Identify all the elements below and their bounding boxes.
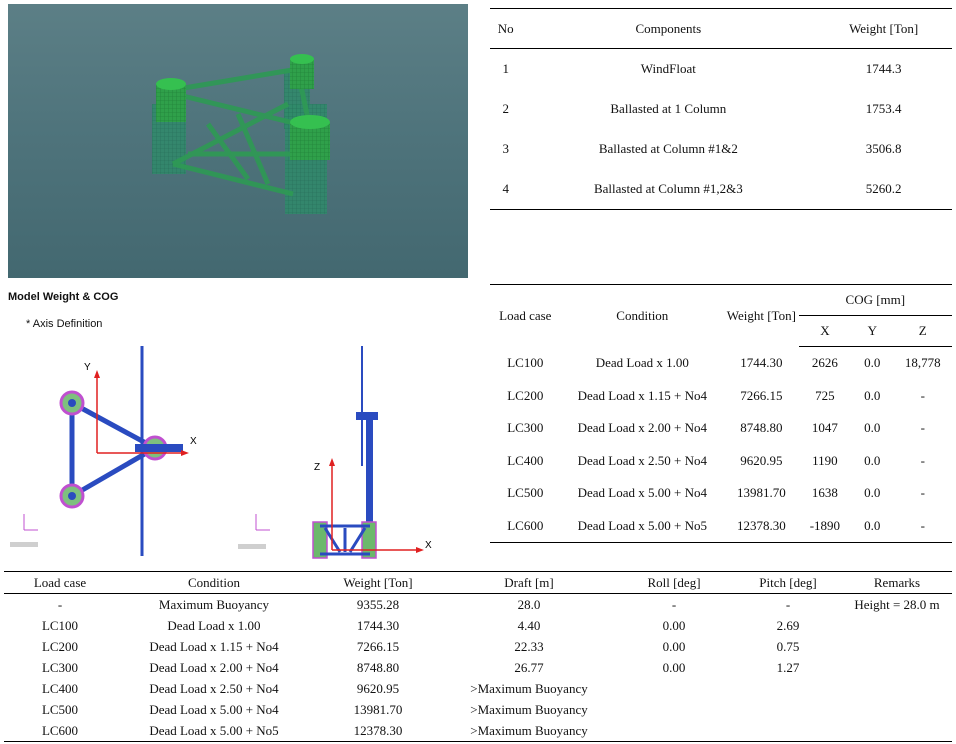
cell <box>842 678 952 699</box>
table-row <box>4 657 952 678</box>
cell: 18,778 <box>904 355 941 371</box>
cell: 7266.15 <box>356 638 400 654</box>
cell: Dead Load x 2.50 + No4 <box>149 680 279 696</box>
cell: Dead Load x 1.15 + No4 <box>149 638 279 654</box>
cell: 1744.30 <box>356 617 400 633</box>
header-draft: Draft [m] <box>444 572 614 594</box>
cell: Dead Load x 2.00 + No4 <box>149 659 279 675</box>
cell: 7266.15 <box>740 387 783 403</box>
header-cog: COG [mm] <box>799 285 952 316</box>
cell: 13981.70 <box>353 701 403 717</box>
cell: 2 <box>502 101 509 116</box>
plan-view <box>10 346 197 556</box>
cell: -1890 <box>799 510 851 543</box>
cell <box>842 657 952 678</box>
cell: 0.00 <box>662 659 686 675</box>
cell <box>614 678 734 699</box>
z-axis-label: Z <box>314 462 321 473</box>
table-row <box>490 445 952 478</box>
header-condition: Condition <box>116 572 312 594</box>
cell: 0.00 <box>662 638 686 654</box>
cell: 0.0 <box>864 387 881 403</box>
cell: Maximum Buoyancy <box>158 596 270 612</box>
cell: 3506.8 <box>865 141 902 156</box>
cell: - <box>893 510 952 543</box>
table-row <box>490 412 952 445</box>
header-load-case: Load case <box>490 285 561 347</box>
table-row <box>490 169 952 210</box>
header-weight: Weight [Ton] <box>724 285 799 347</box>
cell <box>734 678 842 699</box>
cell: - <box>920 387 925 403</box>
cell: - <box>57 596 63 612</box>
table-row <box>490 129 952 169</box>
cell: 28.0 <box>517 596 541 612</box>
cell: 4.40 <box>517 617 541 633</box>
cell <box>842 699 952 720</box>
draft-table <box>4 571 952 742</box>
table-row <box>490 510 952 543</box>
table-row <box>4 699 952 720</box>
cell <box>614 720 734 742</box>
cell: 725 <box>815 387 835 403</box>
cell: LC400 <box>41 680 79 696</box>
cell: Ballasted at Column #1&2 <box>598 141 738 156</box>
cell: - <box>671 596 677 612</box>
cell: 0.0 <box>864 452 881 468</box>
cell: 1190 <box>812 452 838 468</box>
cell: LC100 <box>41 617 79 633</box>
header-roll: Roll [deg] <box>614 572 734 594</box>
cell: 2.69 <box>776 617 800 633</box>
cell: 8748.80 <box>356 659 400 675</box>
cell: 0.0 <box>864 420 881 436</box>
table-row <box>4 615 952 636</box>
cell: >Maximum Buoyancy <box>470 680 588 696</box>
axis-diagram <box>0 336 470 562</box>
header-condition: Condition <box>561 285 724 347</box>
cell: Dead Load x 2.50 + No4 <box>577 452 707 468</box>
header-pitch: Pitch [deg] <box>734 572 842 594</box>
cell: 0.0 <box>864 485 881 501</box>
cell: LC100 <box>507 355 544 370</box>
cell: LC600 <box>4 720 116 742</box>
cell: 0.0 <box>851 510 893 543</box>
table-row <box>490 49 952 90</box>
cell <box>842 636 952 657</box>
cell: LC300 <box>507 420 544 436</box>
axis-definition-note: * Axis Definition <box>26 318 103 330</box>
cell: Dead Load x 5.00 + No4 <box>149 701 279 717</box>
table-row <box>4 720 952 742</box>
cell: 0.75 <box>776 638 800 654</box>
cell: 0.0 <box>864 355 881 371</box>
diagram-title: Model Weight & COG <box>8 291 119 303</box>
cell: 1638 <box>811 485 838 501</box>
cell: 26.77 <box>514 659 544 675</box>
cell: Dead Load x 2.00 + No4 <box>577 420 707 436</box>
cell: Ballasted at 1 Column <box>610 101 727 116</box>
table-row <box>4 636 952 657</box>
cell: 12378.30 <box>312 720 444 742</box>
cell <box>842 615 952 636</box>
cell: 22.33 <box>514 638 544 654</box>
header-no: No <box>490 9 521 49</box>
table-row <box>490 380 952 413</box>
cell: LC300 <box>41 659 79 675</box>
cell: Dead Load x 5.00 + No5 <box>561 510 724 543</box>
cell: Height = 28.0 m <box>854 596 940 612</box>
table-row <box>490 347 952 380</box>
side-view <box>238 346 432 558</box>
table-row <box>490 477 952 510</box>
header-y: Y <box>851 316 893 347</box>
cell: 1744.30 <box>740 355 783 370</box>
x-axis-label: X <box>190 436 197 447</box>
components-table <box>490 8 952 210</box>
cell: 0.00 <box>662 617 686 633</box>
table-row <box>4 594 952 616</box>
header-weight: Weight [Ton] <box>312 572 444 594</box>
cell: 9620.95 <box>356 680 400 696</box>
cell: Dead Load x 5.00 + No4 <box>577 485 707 501</box>
header-load-case: Load case <box>4 572 116 594</box>
header-z: Z <box>893 316 952 347</box>
cell: 1753.4 <box>865 101 902 116</box>
cell: - <box>785 596 791 612</box>
cell: 12378.30 <box>724 510 799 543</box>
cell: 1.27 <box>776 659 800 675</box>
cell: Dead Load x 1.00 <box>167 617 261 633</box>
cell: 4 <box>490 169 521 210</box>
cell: >Maximum Buoyancy <box>470 701 588 717</box>
cell <box>734 699 842 720</box>
cell: LC200 <box>41 638 79 654</box>
cell: Ballasted at Column #1,2&3 <box>521 169 815 210</box>
cell: 3 <box>502 141 509 156</box>
y-axis-label: Y <box>84 362 91 373</box>
cell: 13981.70 <box>736 485 786 501</box>
header-components: Components <box>521 9 815 49</box>
cell: 2626 <box>811 355 838 371</box>
cell: LC500 <box>41 701 79 717</box>
cell: Dead Load x 5.00 + No5 <box>116 720 312 742</box>
table-row <box>4 678 952 699</box>
cell: >Maximum Buoyancy <box>444 720 614 742</box>
cell: 9355.28 <box>356 596 400 612</box>
cog-table <box>490 284 952 543</box>
x-axis-label-side: X <box>425 540 432 551</box>
cell: WindFloat <box>640 61 696 76</box>
cell: - <box>920 485 925 501</box>
cell: 5260.2 <box>815 169 952 210</box>
cell <box>842 720 952 742</box>
cell: 9620.95 <box>740 452 783 468</box>
cell: LC500 <box>507 485 544 501</box>
cell: 8748.80 <box>740 420 783 436</box>
table-row <box>490 89 952 129</box>
header-remarks: Remarks <box>842 572 952 594</box>
cell: - <box>920 452 925 468</box>
platform-3d-render <box>8 4 468 278</box>
header-weight: Weight [Ton] <box>815 9 952 49</box>
cell: - <box>920 420 925 436</box>
cell: Dead Load x 1.00 <box>595 355 689 370</box>
cell: LC200 <box>507 387 544 403</box>
cell: Dead Load x 1.15 + No4 <box>577 387 707 403</box>
cell: 1 <box>502 61 509 76</box>
cell <box>614 699 734 720</box>
cell: 1744.3 <box>865 61 902 76</box>
cell: 1047 <box>811 420 838 436</box>
cell: LC600 <box>490 510 561 543</box>
cell: LC400 <box>507 452 544 468</box>
cell <box>734 720 842 742</box>
header-x: X <box>799 316 851 347</box>
